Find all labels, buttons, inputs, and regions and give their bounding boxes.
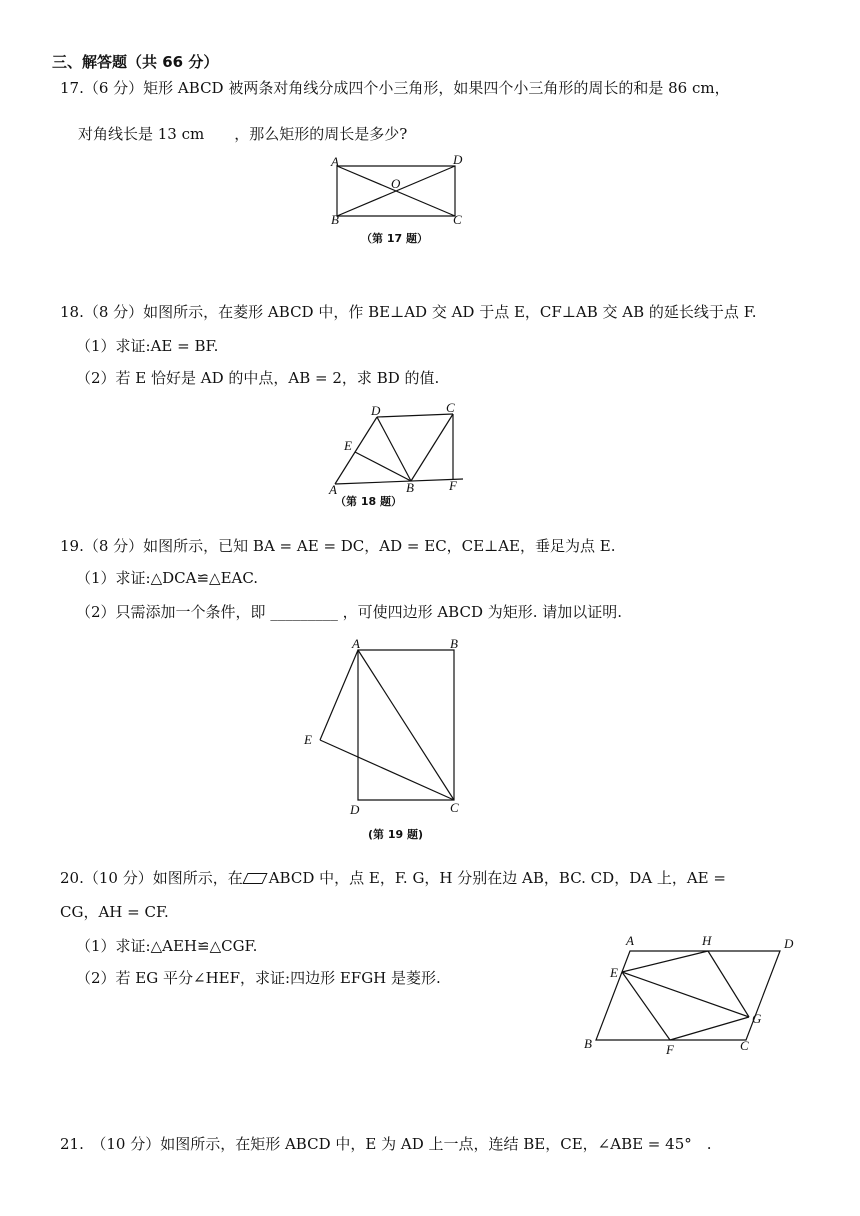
section-header: 三、解答题（共 66 分） — [52, 53, 219, 71]
q18-caption: （第 18 题） — [335, 495, 402, 508]
q20-label-e: E — [610, 965, 618, 980]
q18-figure — [325, 400, 475, 510]
q19-label-b: B — [450, 636, 458, 651]
q18-label-f: F — [449, 478, 457, 493]
q20-figure — [578, 930, 808, 1060]
q19-label-c: C — [450, 800, 459, 815]
q19-figure — [300, 632, 480, 846]
q20-text-line1 — [60, 868, 726, 888]
q21-text-line1: 21. （10 分）如图所示，在矩形 ABCD 中，E 为 AD 上一点，连结 BE，CE，∠ABE = 45° . — [60, 1135, 712, 1153]
q18-label-c: C — [446, 400, 455, 415]
q19-text-line1: 19.（8 分）如图所示，已知 BA = AE = DC，AD = EC，CE⊥AE，垂足为点 E. — [60, 537, 616, 555]
q20-label-d: D — [784, 936, 794, 951]
q18-text-line1: 18.（8 分）如图所示，在菱形 ABCD 中，作 BE⊥AD 交 AD 于点 E，CF⊥AB 交 AB 的延长线于点 F. — [60, 303, 757, 321]
q18-label-e: E — [344, 438, 352, 453]
q17-label-o: O — [391, 176, 401, 191]
q20-text-line1-pre: 20.（10 分）如图所示，在 — [60, 869, 243, 887]
q19-label-d: D — [350, 802, 360, 817]
parallelogram-icon — [242, 873, 267, 884]
q20-label-f: F — [666, 1042, 674, 1057]
q17-label-c: C — [453, 212, 462, 227]
q20-label-g: G — [752, 1011, 762, 1026]
q17-text-line1: 17.（6 分）矩形 ABCD 被两条对角线分成四个小三角形，如果四个小三角形的周长的和是 86 cm， — [60, 79, 730, 97]
q17-figure — [325, 152, 465, 247]
q20-text-line3: （1）求证:△AEH≌△CGF. — [76, 937, 258, 955]
q17-label-b: B — [331, 212, 339, 227]
q20-label-c: C — [740, 1038, 749, 1053]
q18-label-d: D — [371, 403, 381, 418]
q17-label-d: D — [453, 152, 463, 167]
q18-text-line2: （1）求证:AE = BF. — [76, 337, 219, 355]
q20-label-h: H — [702, 933, 712, 948]
q18-text-line3: （2）若 E 恰好是 AD 的中点，AB = 2，求 BD 的值. — [76, 369, 440, 387]
q20-text-line4: （2）若 EG 平分∠HEF，求证:四边形 EFGH 是菱形. — [76, 969, 441, 987]
q20-text-line1-post: ABCD 中，点 E，F. G，H 分别在边 AB，BC. CD，DA 上，AE = — [268, 869, 726, 887]
q17-caption: （第 17 题） — [361, 232, 428, 245]
q19-text-line3: （2）只需添加一个条件，即 _________ ，可使四边形 ABCD 为矩形. 请加以证明. — [76, 603, 623, 621]
q18-label-a: A — [329, 482, 337, 497]
q19-caption: (第 19 题) — [368, 828, 424, 841]
q20-text-line2: CG，AH = CF. — [60, 903, 169, 921]
q20-label-a: A — [626, 933, 634, 948]
q17-label-a: A — [331, 154, 339, 169]
q19-label-a: A — [352, 636, 360, 651]
q17-text-line2: 对角线长是 13 cm ，那么矩形的周长是多少? — [78, 125, 408, 143]
q18-label-b: B — [406, 480, 414, 495]
q20-label-b: B — [584, 1036, 592, 1051]
q19-text-line2: （1）求证:△DCA≌△EAC. — [76, 569, 259, 587]
q19-label-e: E — [304, 732, 312, 747]
